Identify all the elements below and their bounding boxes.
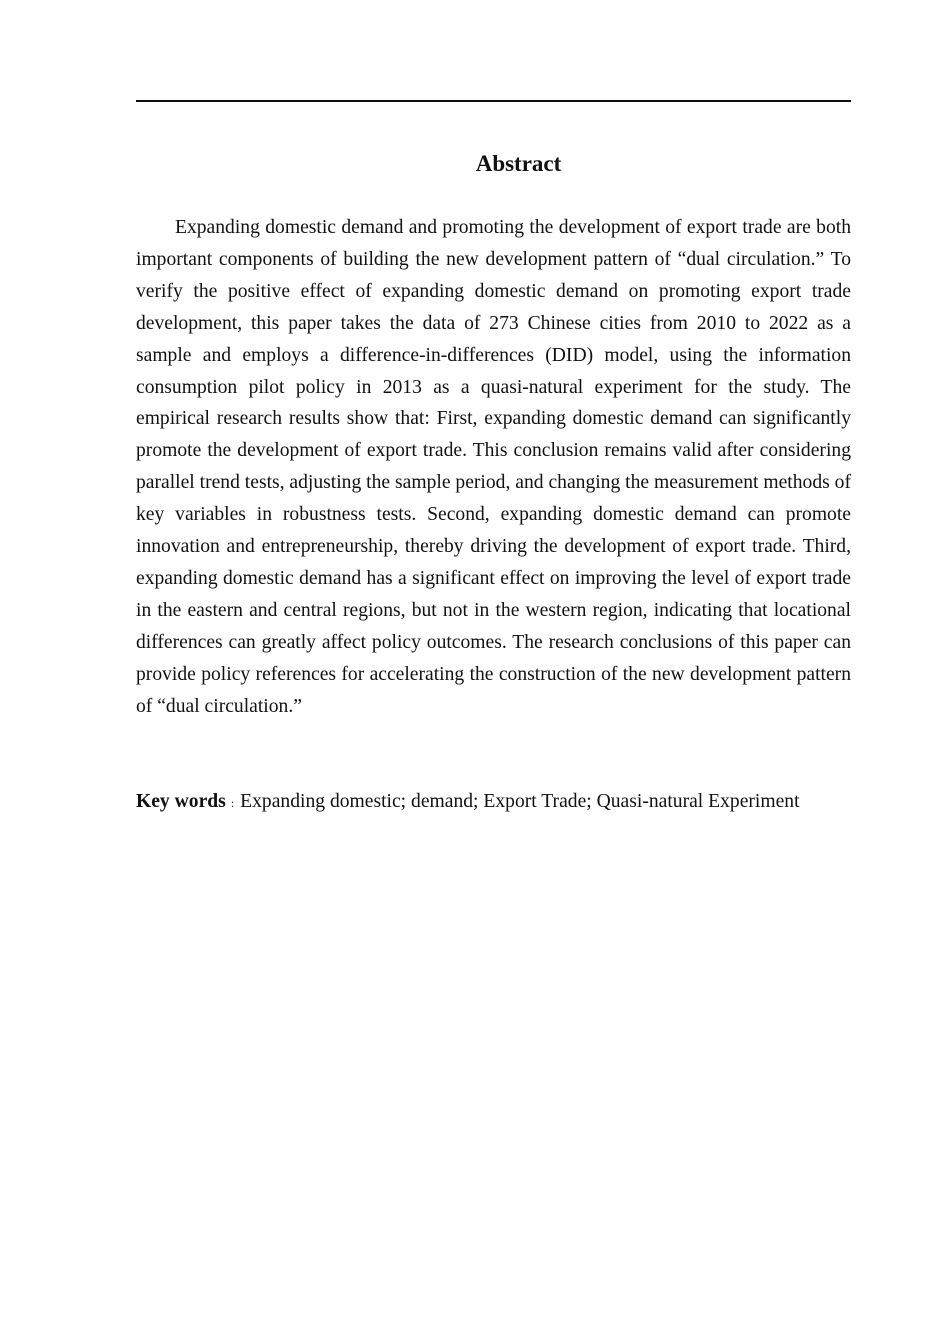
keywords-text: Expanding domestic; demand; Export Trade; Quasi-natural Experiment bbox=[240, 791, 800, 812]
abstract-title: Abstract bbox=[475, 151, 562, 176]
keywords-separator: : bbox=[230, 796, 235, 810]
abstract-body: Expanding domestic demand and promoting the development of export trade are both important components of building the new development pattern of “dual circulation.” To verify the positive effect of expanding domestic demand on promoting export trade development, this paper takes the data of 273 Chinese cities from 2010 to 2022 as a sample and employs a difference-in-differences (DID) model, using the information consumption pilot policy in 2013 as a quasi-natural experiment for the study. The empirical research results show that: First, expanding domestic demand can significantly promote the development of export trade. This conclusion remains valid after considering parallel trend tests, adjusting the sample period, and changing the measurement methods of key variables in robustness tests. Second, expanding domestic demand can promote innovation and entrepreneurship, thereby driving the development of export trade. Third, expanding domestic demand has a significant effect on improving the level of export trade in the eastern and central regions, but not in the western region, indicating that locational differences can greatly affect policy outcomes. The research conclusions of this paper can provide policy references for accelerating the construction of the new development pattern of “dual circulation.” bbox=[136, 217, 851, 717]
header-rule bbox=[136, 100, 851, 102]
keywords-label: Key words bbox=[136, 791, 226, 812]
keywords-line bbox=[136, 786, 851, 820]
